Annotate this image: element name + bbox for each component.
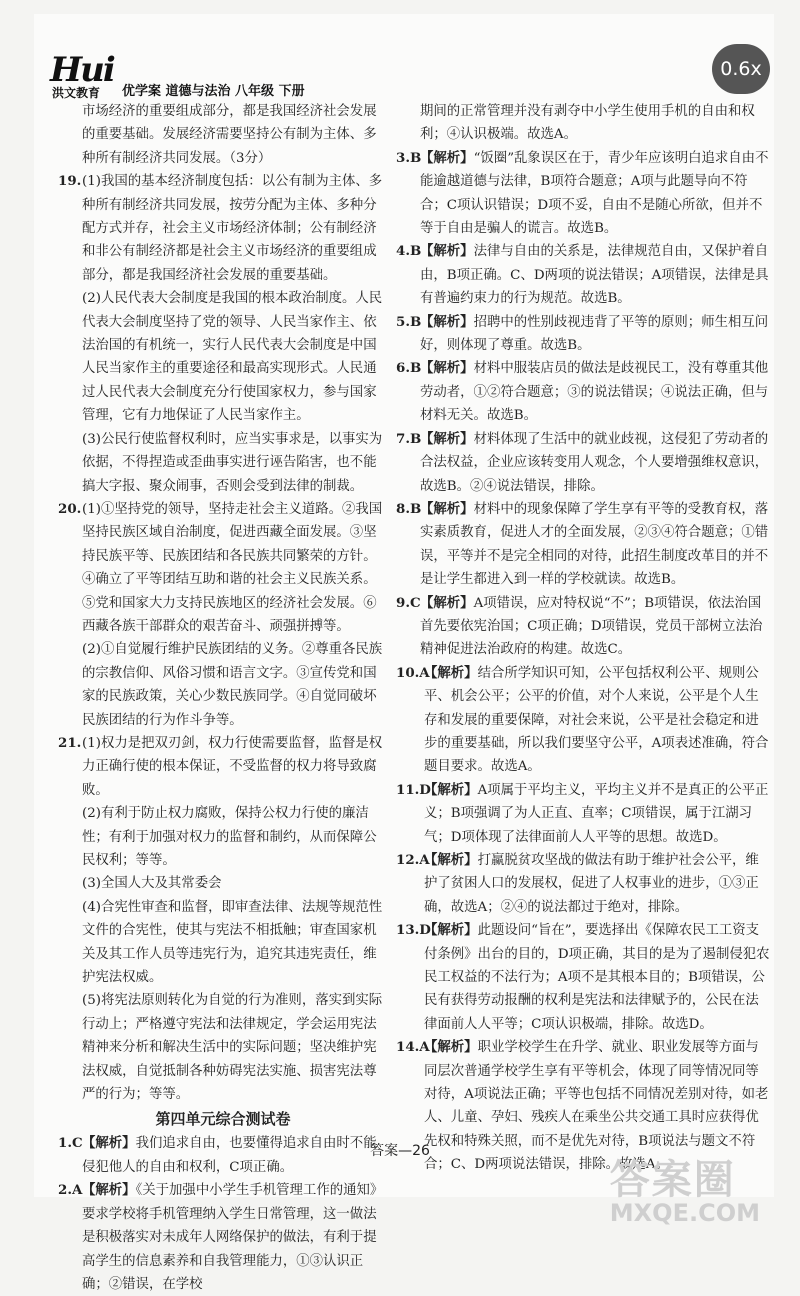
answer-item <box>396 592 772 662</box>
answer-number: 9.C <box>396 594 421 611</box>
question-21 <box>58 732 388 1107</box>
page-header <box>50 50 610 100</box>
answer-number: 13.D <box>396 922 431 939</box>
answer-part: (1)我国的基本经济制度包括：以公有制为主体、多种所有制经济共同发展，按劳分配为主体、多种分配方式并存，社会主义市场经济体制；公有制经济和非公有制经济都是社会主义市场经济的重要组成部分，都是我国经济社会发展的重要基础。 <box>82 174 383 283</box>
question-number: 21. <box>58 734 82 751</box>
answer-number: 12.A <box>396 852 430 868</box>
answer-part: (1)①坚持党的领导，坚持走社会主义道路。②我国坚持民族区域自治制度，促进西藏全面发展。③坚持民族平等、民族团结和各民族共同繁荣的方针。④确立了平等团结互助和谐的社会主义民族关系。⑤党和国家大力支持民族地区的经济社会发展。⑥西藏各族干部群众的艰苦奋斗、顽强拼搏等。 <box>82 501 383 634</box>
answer-part: (2)①自觉履行维护民族团结的义务。②尊重各民族的宗教信仰、风俗习惯和语言文字。③宣传党和国家的民族政策，关心少数民族同学。④自觉同破坏民族团结的行为作斗争等。 <box>82 642 383 728</box>
watermark-url: MXQE.COM <box>609 1199 760 1227</box>
analysis-text: 打赢脱贫攻坚战的做法有助于维护社会公平，维护了贫困人口的发展权，促进了人权事业的进步，①③正确，故选A；②④的说法都过于绝对，排除。 <box>424 853 759 915</box>
site-watermark <box>609 1157 760 1227</box>
question-20 <box>58 498 388 732</box>
analysis-text: 法律与自由的关系是，法律规范自由，又保护着自由，B项正确。C、D两项的说法错误；A项错误，法律是具有普遍约束力的行为规范。故选B。 <box>420 244 769 307</box>
paragraph-lead: 市场经济的重要组成部分，都是我国经济社会发展的重要基础。发展经济需要坚持公有制为主体、多种所有制经济共同发展。（3分） <box>82 104 377 166</box>
analysis-tag: 【解析】 <box>82 1182 136 1199</box>
analysis-text: 此题设问“旨在”，要选择出《保障农民工工资支付条例》出台的目的，D项正确，其目的是为了遏制侵犯农民工权益的不法行为；A项不是其根本目的；B项错误，公民有获得劳动报酬的权利是宪法和法律赋予的，公民在法律面前人人平等；C项认识极端，排除。故选D。 <box>424 923 770 1032</box>
brand-name: 洪文教育 <box>52 86 101 100</box>
answer-number: 3.B <box>396 149 422 166</box>
analysis-text: 招聘中的性别歧视违背了平等的原则；师生相互问好，则体现了尊重。故选B。 <box>420 314 769 354</box>
analysis-text: 材料中的现象保障了学生享有平等的受教育权，落实素质教育，促进人才的全面发展，②③④符合题意；①错误，平等并不是完全相同的对待，此招生制度改革目的并不是让学生都进入到一样的学校就读。故选B。 <box>420 501 769 588</box>
answer-number: 5.B <box>396 313 422 330</box>
analysis-tag: 【解析】 <box>420 313 474 330</box>
analysis-text: 材料体现了生活中的就业歧视，这侵犯了劳动者的合法权益，企业应该转变用人观念，个人要增强维权意识，故选B。②④说法错误，排除。 <box>420 431 769 494</box>
section-title: 第四单元综合测试卷 <box>155 1110 291 1129</box>
answer-number: 2.A <box>58 1182 83 1199</box>
analysis-tag: 【解析】 <box>82 1135 136 1152</box>
book-title: 优学案 道德与法治 八年级 下册 <box>122 84 305 99</box>
answer-item <box>396 428 772 498</box>
answer-item <box>396 779 772 849</box>
analysis-text: 结合所学知识可知，公平包括权利公平、规则公平、机会公平；公平的价值，对个人来说，公平是个人生存和发展的重要保障，对社会来说，公平是社会稳定和进步的重要基础，所以我们要坚守公平，A项表述准确，符合题目要求。故选A。 <box>424 665 769 775</box>
paragraph-lead: 期间的正常管理并没有剥夺中小学生使用手机的自由和权利；④认识极端。故选A。 <box>420 104 755 143</box>
answer-number: 7.B <box>396 430 422 447</box>
answer-list <box>396 147 772 1177</box>
analysis-tag: 【解析】 <box>420 149 474 166</box>
analysis-tag: 【解析】 <box>424 852 478 868</box>
analysis-tag: 【解析】 <box>424 922 478 939</box>
page-number: 答案—26 <box>370 1143 430 1159</box>
analysis-tag: 【解析】 <box>420 500 474 517</box>
question-19 <box>58 170 388 498</box>
answer-item <box>396 919 772 1036</box>
analysis-text: A项错误，应对特权说“不”；B项错误，依法治国首先要依宪治国；C项正确；D项错误，党员干部树立法治精神促进法治政府的构建。故选C。 <box>420 595 763 658</box>
analysis-tag: 【解析】 <box>420 243 474 260</box>
answer-item <box>396 357 772 427</box>
answer-number: 10.A <box>396 664 430 681</box>
analysis-text: 材料中服装店员的做法是歧视民工，没有尊重其他劳动者，①②符合题意；③的说法错误；④说法正确，但与材料无关。故选B。 <box>420 361 769 424</box>
analysis-tag: 【解析】 <box>424 781 478 798</box>
answer-item <box>396 311 772 358</box>
answer-part: (3)全国人大及其常委会 <box>82 876 222 892</box>
answer-number: 14.A <box>396 1039 430 1056</box>
answer-part: (5)将宪法原则转化为自觉的行为准则，落实到实际行动上；严格遵守宪法和法律规定，学会运用宪法精神来分析和解决生活中的实际问题；坚决维护宪法权威，自觉抵制各种妨碍宪法实施、损害宪法尊严的行为；等等。 <box>82 993 383 1103</box>
answer-number: 8.B <box>396 500 422 517</box>
answer-part: (1)权力是把双刃剑，权力行使需要监督，监督是权力正确行使的根本保证，不受监督的权力将导致腐败。 <box>82 735 383 798</box>
analysis-text: A项属于平均主义，平均主义并不是真正的公平正义；B项强调了为人正直、直率；C项错误，属于江湖习气；D项体现了法律面前人人平等的思想。故选D。 <box>424 782 769 845</box>
analysis-text: 职业学校学生在升学、就业、职业发展等方面与同层次普通学校学生享有平等机会，体现了同等情况同等对待，A项说法正确；平等也包括不同情况差别对待，如老人、儿童、孕妇、残疾人在乘坐公共交通工具时应获得优先权和特殊关照，而不是优先对待，B项说法与题文不符合；C、D两项说法错误，排除。故选A。 <box>424 1040 769 1173</box>
answer-item <box>396 147 772 241</box>
answer-part: (4)合宪性审查和监督，即审查法律、法规等规范性文件的合宪性，使其与宪法不相抵触；审查国家机关及其工作人员等违宪行为，追究其违宪责任，维护宪法权威。 <box>82 899 383 986</box>
brand-logo: Hui <box>50 50 114 90</box>
answer-item <box>396 240 772 310</box>
analysis-text: 《关于加强中小学生手机管理工作的通知》要求学校将手机管理纳入学生日常管理，这一做法是积极落实对未成年人网络保护的做法，有利于提高学生的信息素养和自我管理能力，①③认识正确；②错误，在学校 <box>82 1183 384 1292</box>
question-number: 20. <box>58 500 82 517</box>
answer-item <box>396 662 772 779</box>
answer-part: (2)有利于防止权力腐败，保持公权力行使的廉洁性；有利于加强对权力的监督和制约，从而保障公民权利；等等。 <box>82 806 377 868</box>
zoom-level-button[interactable]: 0.6x <box>712 44 770 94</box>
analysis-tag: 【解析】 <box>420 360 474 377</box>
analysis-tag: 【解析】 <box>424 664 478 681</box>
question-number: 19. <box>58 173 82 190</box>
answer-part: (3)公民行使监督权利时，应当实事求是，以事实为依据，不得捏造或歪曲事实进行诬告陷害，也不能搞大字报、聚众闹事，否则会受到法律的制裁。 <box>82 431 383 494</box>
analysis-text: 我们追求自由，也要懂得追求自由时不能侵犯他人的自由和权利，C项正确。 <box>82 1136 377 1175</box>
answer-number: 6.B <box>396 360 422 377</box>
watermark-logo-text: 答案圈 <box>609 1157 736 1203</box>
answer-number: 11.D <box>396 781 431 798</box>
analysis-tag: 【解析】 <box>424 1039 478 1056</box>
answer-item <box>396 849 772 919</box>
left-column <box>58 100 388 1296</box>
answer-number: 1.C <box>58 1135 83 1152</box>
answer-2 <box>58 1179 388 1296</box>
answer-number: 4.B <box>396 243 422 260</box>
right-column <box>396 100 772 1177</box>
answer-item <box>396 498 772 592</box>
analysis-tag: 【解析】 <box>420 594 474 611</box>
analysis-text: “饭圈”乱象误区在于，青少年应该明白追求自由不能逾越道德与法律，B项符合题意；A项与此题导向不符合；C项认识错误；D项不妥，自由不是随心所欲，但并不等于自由是骗人的谎言。故选B。 <box>420 150 769 237</box>
answer-part: (2)人民代表大会制度是我国的根本政治制度。人民代表大会制度坚持了党的领导、人民当家作主、依法治国的有机统一，实行人民代表大会制度是中国人民当家作主的重要途径和最高实现形式。人民通过人民代表大会制度充分行使国家权力，参与国家管理，它有力地保证了人民当家作主。 <box>82 291 383 424</box>
analysis-tag: 【解析】 <box>420 430 474 447</box>
